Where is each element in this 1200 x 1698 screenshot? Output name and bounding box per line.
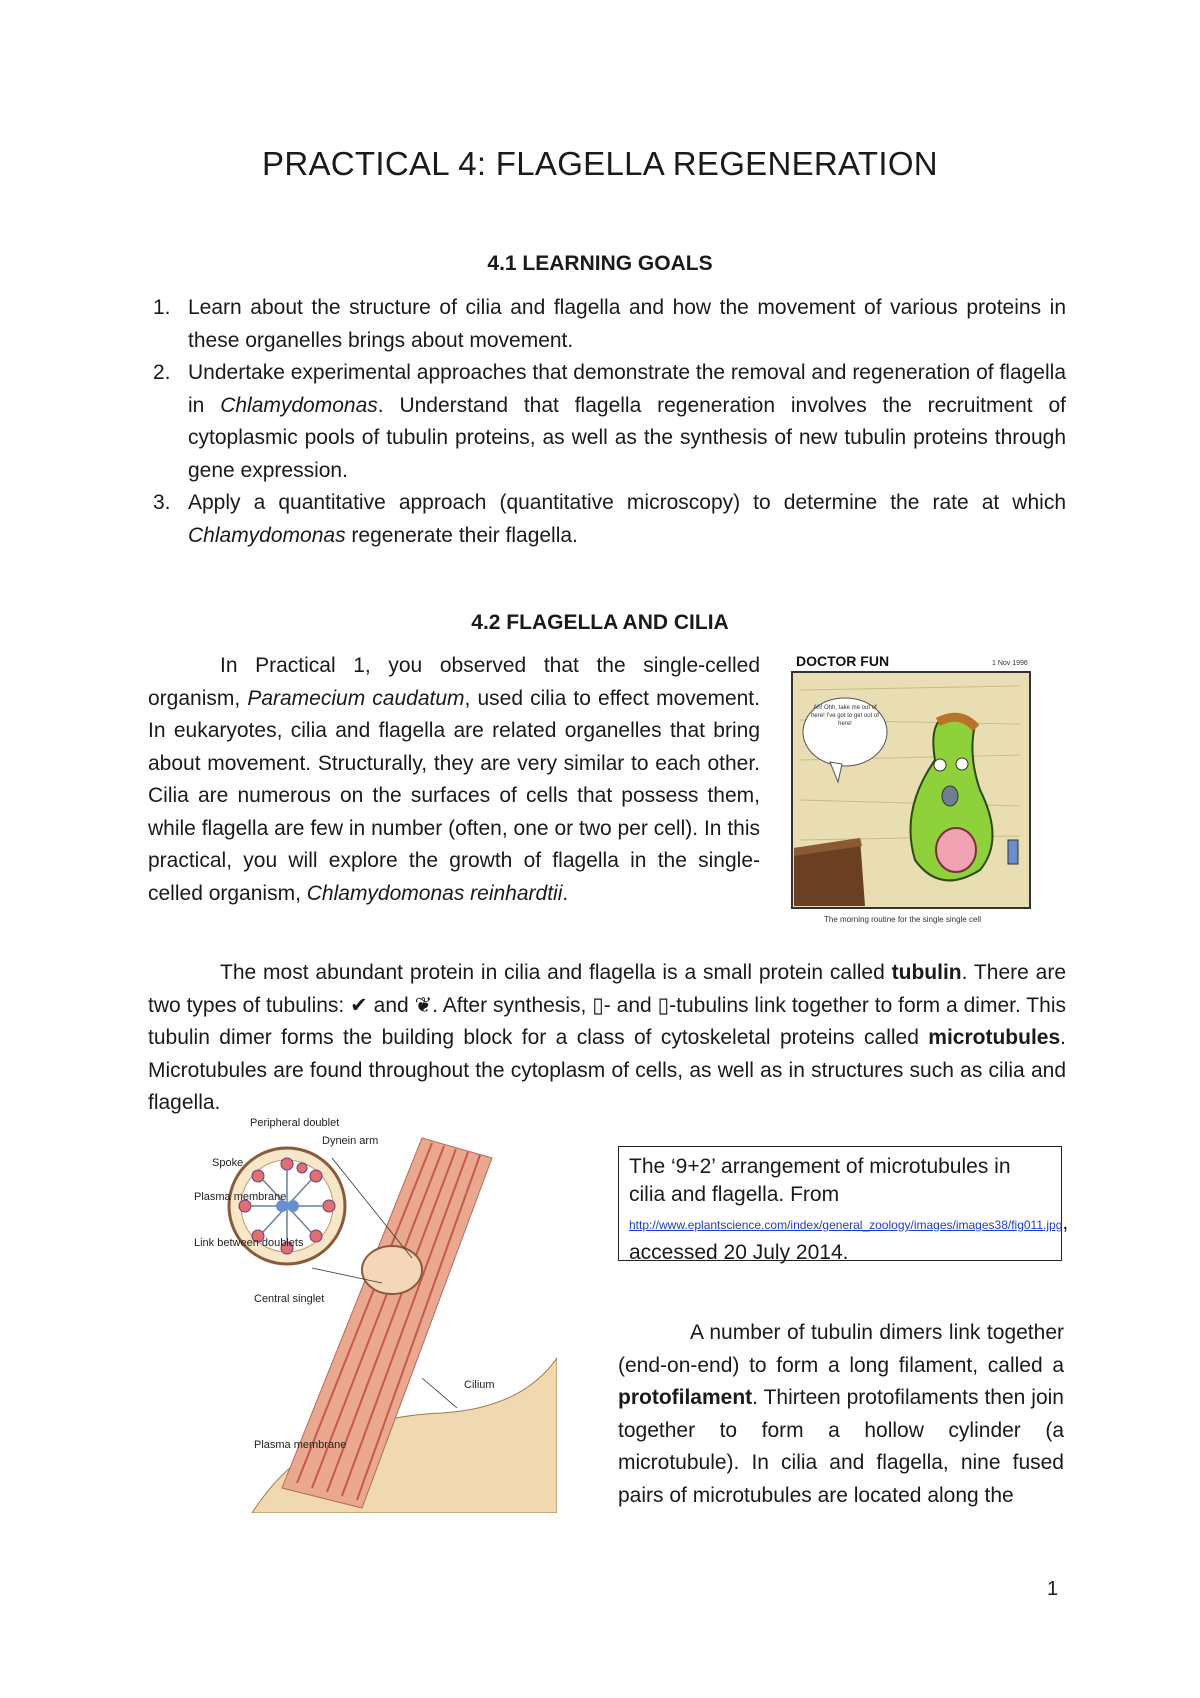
label-cilium: Cilium (464, 1379, 495, 1391)
list-item: 3. Apply a quantitative approach (quantitative microscopy) to determine the rate at which Chlamydomonas regenerate their flagella. (153, 491, 1066, 547)
figure-caption-box: The ‘9+2’ arrangement of microtubules in cilia and flagella. From http://www.eplantscience.com/index/general_zoology/images/images38/fig011.jpg, accessed 20 July 2014. (618, 1146, 1062, 1261)
page-title: PRACTICAL 4: FLAGELLA REGENERATION (262, 145, 938, 182)
comic-speech-bubble: Ah! Ohh, take me out of here! I've got to get out of here! (811, 705, 879, 727)
learning-goals-list (148, 292, 1066, 552)
label-peripheral-doublet: Peripheral doublet (250, 1118, 340, 1129)
comic-date: 1 Nov 1996 (992, 660, 1028, 667)
list-item: 1. Learn about the structure of cilia and flagella and how the movement of various proteins in these organelles brings about movement. (153, 296, 1066, 352)
list-item: 2. Undertake experimental approaches that demonstrate the removal and regeneration of flagella in Chlamydomonas. Understand that flagella regeneration involves the recruitment of cytoplasmic pools of tubulin proteins, as well as the synthesis of new tubulin proteins through gene expression. (153, 361, 1066, 482)
label-dynein-arm: Dynein arm (322, 1135, 379, 1147)
label-central-singlet: Central singlet (254, 1293, 325, 1305)
comic-caption: The morning routine for the single single cell (824, 915, 981, 924)
paragraph-tubulin: The most abundant protein in cilia and flagella is a small protein called tubulin. There are two types of tubulins: ✔ and ❦. After synthesis, ▯- and ▯-tubulins link together to form a dimer. This tubulin dimer forms the building block for a class of cytoskeletal proteins called microtubules. Microtubules are found throughout the cytoplasm of cells, as well as in structures such as cilia and flagella. (148, 961, 1066, 1114)
label-link-between-doublets: Link between doublets (194, 1237, 304, 1249)
label-plasma-membrane: Plasma membrane (194, 1191, 287, 1203)
label-spoke: Spoke (212, 1157, 244, 1169)
label-plasma-membrane-base: Plasma membrane (254, 1439, 347, 1451)
comic-title: DOCTOR FUN (796, 653, 890, 669)
doctor-fun-comic (790, 650, 1065, 925)
section-heading-learning-goals: 4.1 LEARNING GOALS (487, 252, 713, 275)
paragraph-intro: In Practical 1, you observed that the single-celled organism, Paramecium caudatum, used cilia to effect movement. In eukaryotes, cilia and flagella are related organelles that bring about movement. Structurally, they are very similar to each other. Cilia are numerous on the surfaces of cells that possess them, while flagella are few in number (often, one or two per cell). In this practical, you will explore the growth of flagella in the single-celled organism, Chlamydomonas reinhardtii. (148, 654, 760, 905)
source-link[interactable]: http://www.eplantscience.com/index/general_zoology/images/images38/fig011.jpg (629, 1218, 1063, 1232)
paragraph-protofilament: A number of tubulin dimers link together (end-on-end) to form a long filament, called a protofilament. Thirteen protofilaments then join together to form a hollow cylinder (a microtubule). In cilia and flagella, nine fused pairs of microtubules are located along the (618, 1321, 1064, 1507)
cilium-structure-diagram (192, 1118, 557, 1513)
page-number: 1 (1047, 1578, 1059, 1600)
section-heading-flagella-cilia: 4.2 FLAGELLA AND CILIA (471, 611, 729, 634)
